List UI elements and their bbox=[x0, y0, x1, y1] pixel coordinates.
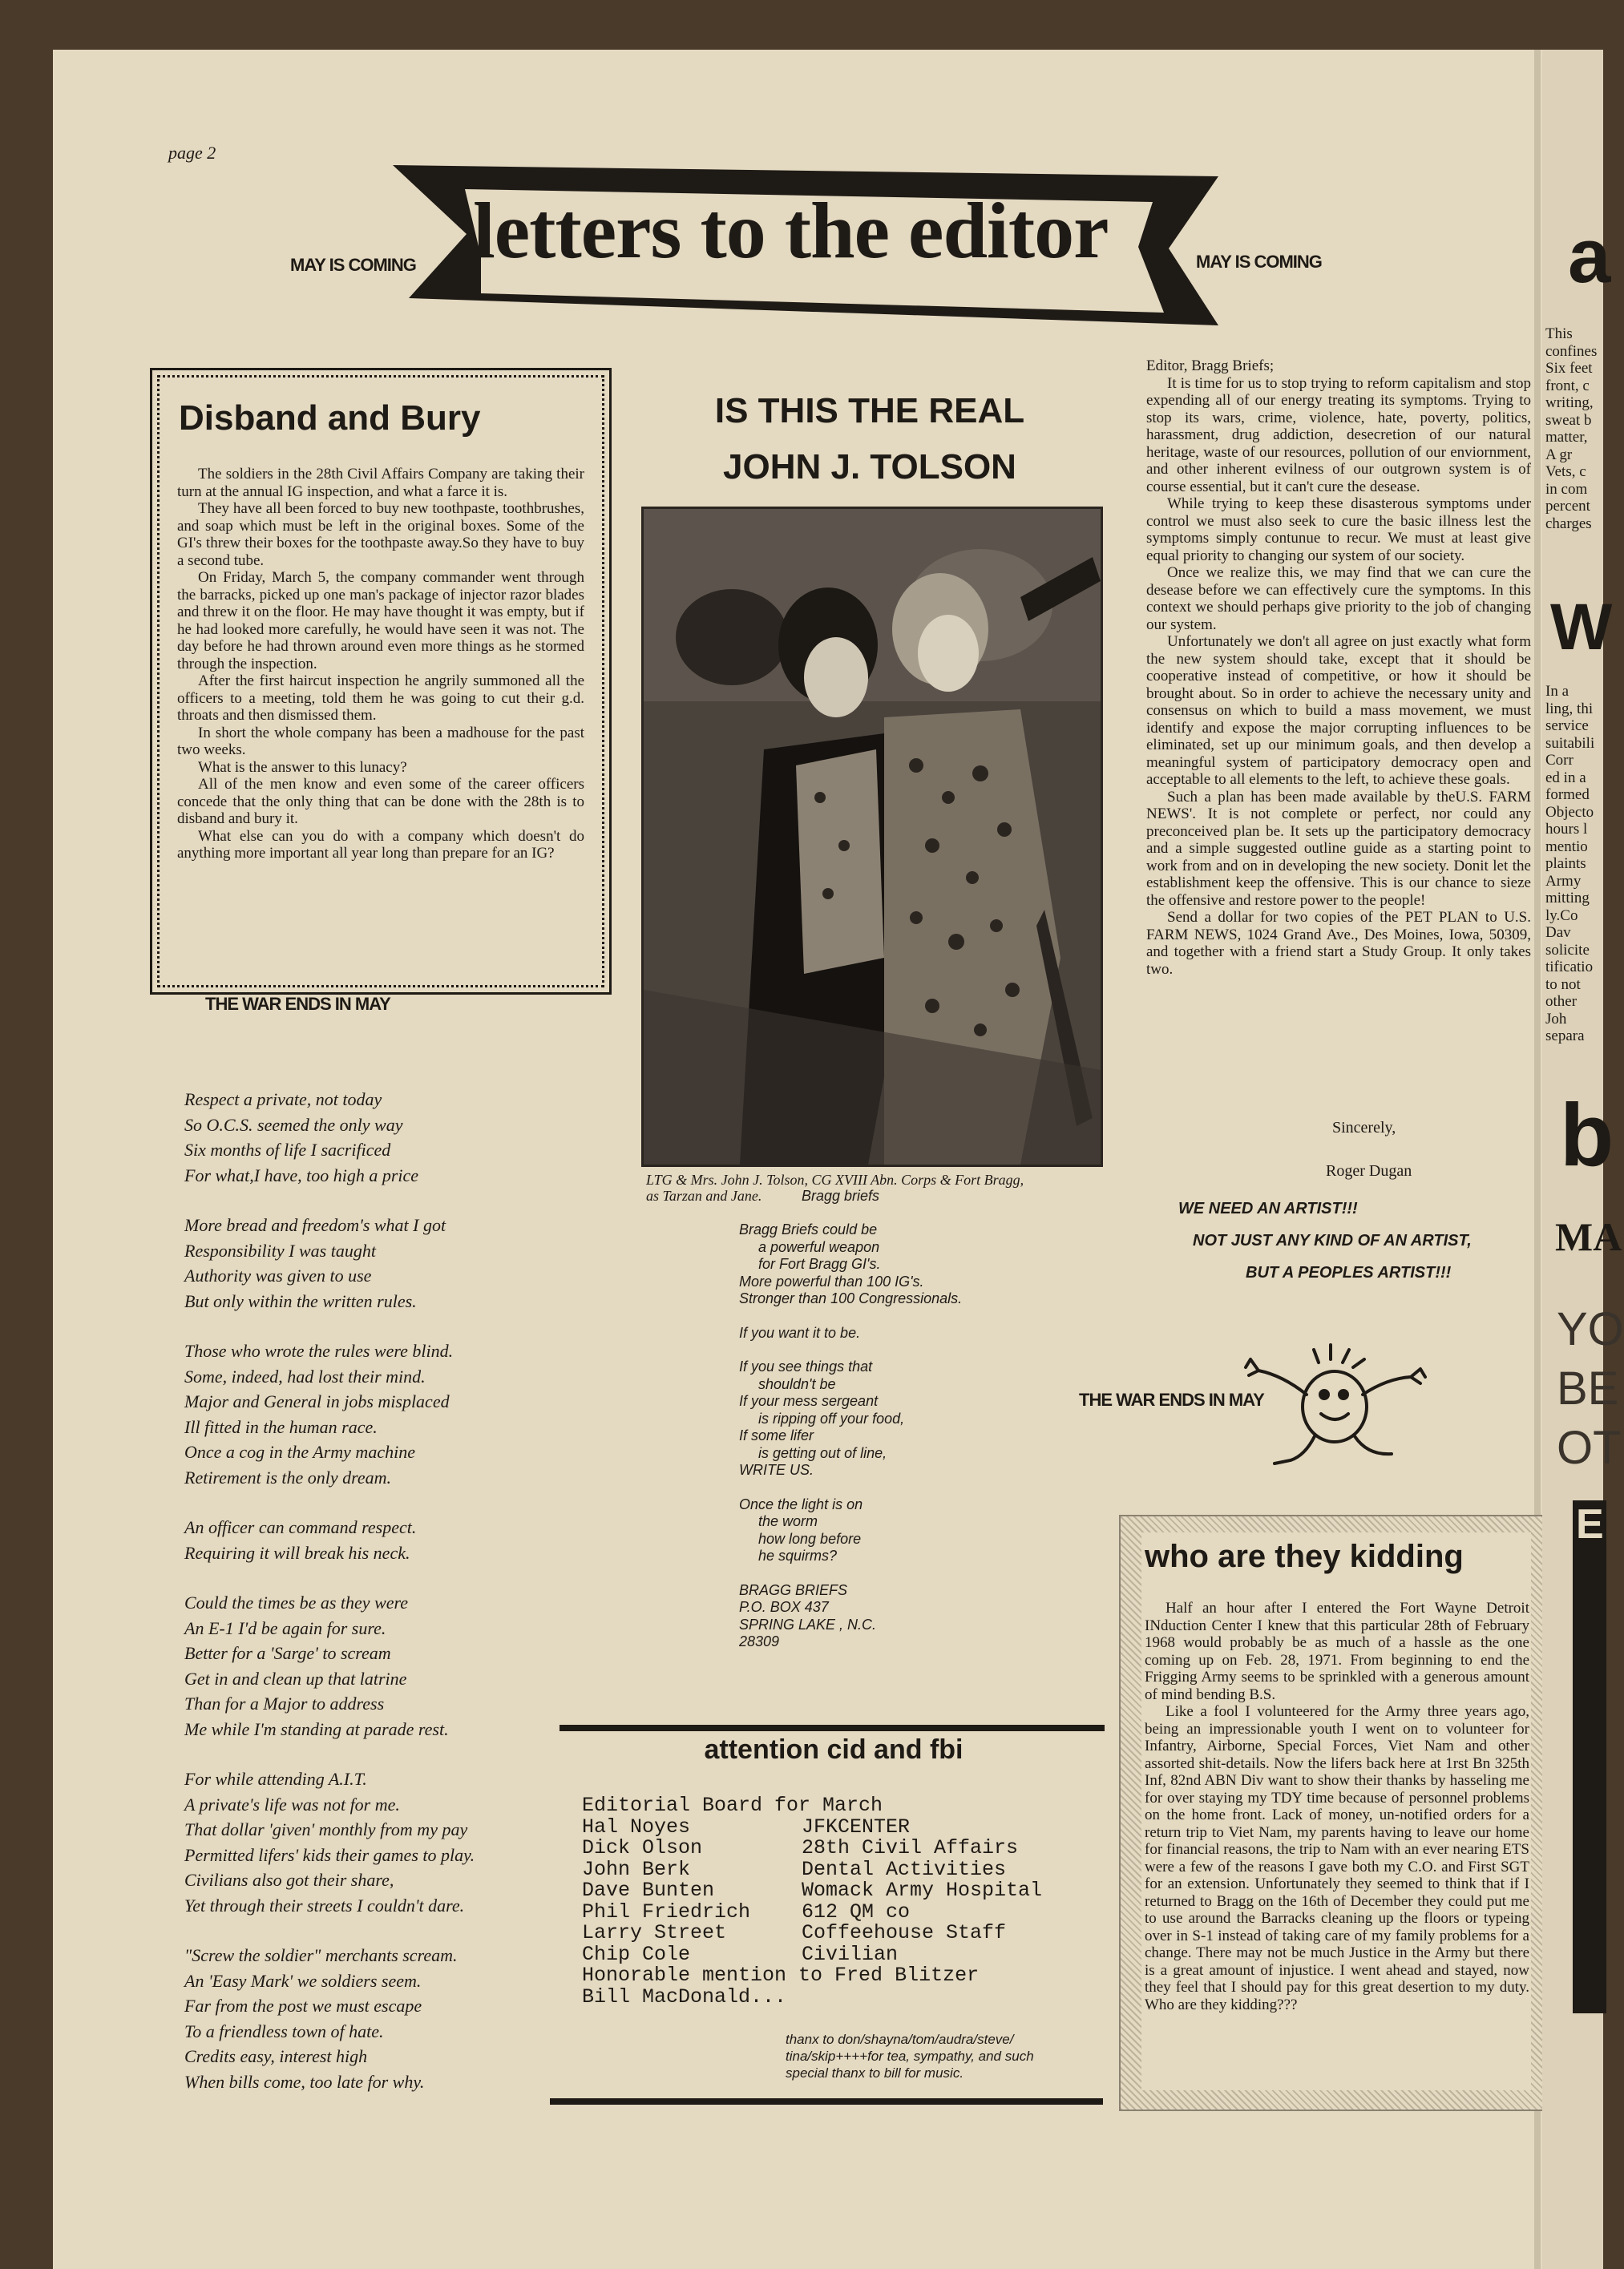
poem-line: Authority was given to use bbox=[184, 1266, 372, 1286]
next-page-headline: W bbox=[1550, 591, 1613, 664]
board-name: Chip Cole bbox=[582, 1942, 691, 1966]
poem-line: An officer can command respect. bbox=[184, 1517, 417, 1537]
disband-paragraph: In short the whole company has been a madhouse for the past two weeks. bbox=[177, 724, 584, 758]
board-last-line: Bill MacDonald... bbox=[582, 1984, 787, 2009]
next-page-fragment: Vets, c bbox=[1545, 463, 1586, 480]
poem bbox=[184, 1087, 561, 2119]
attention-title: attention cid and fbi bbox=[704, 1734, 963, 1765]
poem-stanza bbox=[184, 1590, 561, 1742]
next-page-fragment: charges bbox=[1545, 515, 1592, 532]
next-page-fragment: solicite bbox=[1545, 941, 1590, 959]
editorial-board bbox=[582, 1795, 1042, 2008]
kidding-paragraph: Half an hour after I entered the Fort Wayne Detroit INduction Center I knew that this particular 28th of February 1968 would probably be as much of a hassle as the one coming up on Feb. 28, 1971. From beginning to end the Frigging Army seems to be sprinkled with a generous amount of mind bending B.S. bbox=[1145, 1600, 1529, 1703]
letter-closing: Sincerely, bbox=[1332, 1119, 1396, 1137]
tolson-title-line: JOHN J. TOLSON bbox=[723, 447, 1016, 487]
poem-line: That dollar 'given' monthly from my pay bbox=[184, 1819, 468, 1839]
poem-line: Far from the post we must escape bbox=[184, 1996, 422, 2016]
next-page-fragment: hours l bbox=[1545, 821, 1588, 838]
next-page-fragment: In a bbox=[1545, 683, 1569, 700]
tolson-title-line: IS THIS THE REAL bbox=[714, 391, 1025, 430]
kidding-paragraph: Like a fool I volunteered for the Army three years ago, being an impressionable youth I went on to volunteer for Infantry, Airborne, Special Forces, Viet Nam and other assorted shit-details. Now the lifers back here at 1rst Bn 325th Inf, 82nd ABN Div want to show their thanks by hasseling me for over staying my TDY time because of personnel problems on the home front. Lack of money, un-notified orders for a return trip to Viet Nam, my parents having to leave our home for financial reasons, the trip to Nam with an ever nearing ETS were a few of the reasons I gave both my C.O. and First SGT for an extension. Unfortunately they seemed to think that if I returned to Bragg on the 16th of December they could put me to use around the Barracks cleaning up the floors or typeing over in S-1 instead of taking care of my family problems for a change. There may not be much Justice in the Army but there is a great amount of injustice. I went ahead and stayed, now they feel that I should pay for this great desertion to my duty. Who are they kidding??? bbox=[1145, 1703, 1529, 2013]
disband-box bbox=[157, 375, 604, 987]
letter-paragraph: Unfortunately we don't all agree on just exactly what form the new system should take, except that it should be cooperative instead of competitive, or how it should be brought about. So in order to achieve the necessary unity and consensus on which to build a mass movement, we must identify and expose the major corrupting influences to be eliminated, set up our minimum goals, and then develop a meaningful system of participatory democracy open and acceptable to all elements to the left, to achieve these goals. bbox=[1146, 633, 1531, 788]
next-page-fragment: ly.Co bbox=[1545, 906, 1578, 924]
next-page-fragment: Objecto bbox=[1545, 803, 1594, 821]
bragg-line: Once the light is on bbox=[739, 1496, 863, 1512]
artist-ad bbox=[1178, 1193, 1472, 1289]
poem-line: Credits easy, interest high bbox=[184, 2046, 368, 2066]
page-number: page 2 bbox=[168, 143, 216, 163]
bragg-line: for Fort Bragg GI's. bbox=[758, 1256, 881, 1272]
artist-line: WE NEED AN ARTIST!!! bbox=[1178, 1200, 1358, 1217]
board-name: Dick Olson bbox=[582, 1836, 703, 1859]
poem-line: Major and General in jobs misplaced bbox=[184, 1391, 450, 1411]
board-unit: Dental Activities bbox=[802, 1857, 1007, 1881]
bragg-line: If you see things that bbox=[739, 1359, 873, 1375]
editorial-board-row bbox=[582, 1923, 1042, 1944]
next-page-fragment: mentio bbox=[1545, 838, 1588, 855]
disband-paragraph: They have all been forced to buy new toothpaste, toothbrushes, and soap which must be left in the original boxes. Some of the GI's threw their boxes for the toothpaste away.So they have to buy a second tube. bbox=[177, 500, 584, 569]
bragg-line: Stronger than 100 Congressionals. bbox=[739, 1290, 963, 1306]
photo-caption-line: LTG & Mrs. John J. Tolson, CG XVIII Abn. Corps & Fort Bragg, bbox=[646, 1172, 1024, 1188]
poem-line: Me while I'm standing at parade rest. bbox=[184, 1718, 449, 1739]
editorial-board-row bbox=[582, 1817, 1042, 1839]
next-page-fragment: Corr bbox=[1545, 752, 1574, 769]
bragg-line: how long before bbox=[758, 1530, 862, 1547]
tolson-title bbox=[641, 383, 1098, 495]
next-page-fragment: This bbox=[1545, 325, 1573, 342]
poster-fragment: E bbox=[1576, 1501, 1604, 1548]
thanks-line: special thanx to bill for music. bbox=[786, 2065, 964, 2081]
next-page-headline: a bbox=[1568, 213, 1611, 299]
next-page-fragment: tificatio bbox=[1545, 959, 1594, 975]
poem-line: Requiring it will break his neck. bbox=[184, 1542, 410, 1563]
next-page-fragment: Army bbox=[1545, 872, 1582, 890]
thanks-line: thanx to don/shayna/tom/audra/steve/ bbox=[786, 2032, 1014, 2047]
poem-line: Yet through their streets I couldn't dare. bbox=[184, 1895, 465, 1916]
disband-paragraph: After the first haircut inspection he angrily summoned all the officers to a meeting, told them he was going to cut their g.d. throats and then dismissed them. bbox=[177, 672, 584, 724]
next-page-fragment: formed bbox=[1545, 786, 1590, 803]
poem-line: An E-1 I'd be again for sure. bbox=[184, 1617, 386, 1638]
next-page-fragment: to not bbox=[1545, 975, 1581, 993]
cartoon-figure-icon bbox=[1242, 1330, 1427, 1475]
poster-fragment: OT bbox=[1557, 1422, 1622, 1474]
next-page-fragment: front, c bbox=[1545, 377, 1590, 394]
next-page-fragment: in com bbox=[1545, 480, 1588, 498]
disband-paragraph: On Friday, March 5, the company commander went through the barracks, picked up one man's package of injector razor blades and threw it on the floor. He may have thought it was empty, but if he had looked more carefully, he would have seen it was not. The day before he had thrown around even more things as he stormed through the inspection. bbox=[177, 569, 584, 672]
bragg-heading: Bragg briefs bbox=[802, 1188, 880, 1204]
poem-line: For what,I have, too high a price bbox=[184, 1165, 419, 1185]
artist-line: NOT JUST ANY KIND OF AN ARTIST, bbox=[1193, 1232, 1472, 1250]
poem-stanza bbox=[184, 1338, 561, 1490]
letter-paragraph: It is time for us to stop trying to reform capitalism and stop expending all of our energy treating its symptoms. Trying to stop its wars, crime, violence, hate, poverty, politics, harassment, drug addiction, desecretion of our natural heritage, waste of our resources, pollution of our enviornment, and other inherent evilness of our outgrown system is of course essential, but it can't cure the desease. bbox=[1146, 374, 1531, 495]
editorial-board-header: Editorial Board for March bbox=[582, 1794, 883, 1817]
poem-line: Once a cog in the Army machine bbox=[184, 1442, 415, 1462]
photo-caption-line: as Tarzan and Jane. bbox=[646, 1188, 762, 1204]
bragg-address-line: 28309 bbox=[739, 1633, 780, 1649]
bragg-line: is ripping off your food, bbox=[758, 1410, 905, 1427]
next-page-fragment: other bbox=[1545, 993, 1578, 1010]
thanks-note bbox=[786, 2031, 1034, 2081]
bragg-line: shouldn't be bbox=[758, 1375, 836, 1392]
letter-paragraph: While trying to keep these disasterous symptoms under control we must also seek to cure the basic illness lest the symptoms simply contunue to recur. We must at least give equal priority to changing our system of our society. bbox=[1146, 495, 1531, 564]
poem-line: Some, indeed, had lost their mind. bbox=[184, 1366, 426, 1387]
poem-stanza bbox=[184, 1766, 561, 1918]
poem-line: For while attending A.I.T. bbox=[184, 1769, 367, 1789]
disband-paragraph: All of the men know and even some of the career officers concede that the only thing that can be done with the 28th is to disband and bury it. bbox=[177, 776, 584, 827]
thanks-line: tina/skip++++for tea, sympathy, and such bbox=[786, 2049, 1034, 2064]
disband-slogan: THE WAR ENDS IN MAY bbox=[205, 994, 390, 1014]
next-page-fragment: separa bbox=[1545, 1028, 1585, 1044]
poem-line: Retirement is the only dream. bbox=[184, 1467, 392, 1488]
board-name: Larry Street bbox=[582, 1921, 727, 1944]
bragg-line: If you want it to be. bbox=[739, 1324, 861, 1341]
poem-line: "Screw the soldier" merchants scream. bbox=[184, 1945, 458, 1965]
slogan-right: MAY IS COMING bbox=[1196, 252, 1322, 272]
poem-stanza bbox=[184, 1213, 561, 1314]
bragg-line: the worm bbox=[758, 1513, 818, 1529]
bragg-address-line: BRAGG BRIEFS bbox=[739, 1581, 848, 1598]
editorial-board-row bbox=[582, 1944, 1042, 1966]
bragg-address-line: P.O. BOX 437 bbox=[739, 1599, 829, 1615]
letter-salutation: Editor, Bragg Briefs; bbox=[1146, 357, 1275, 374]
next-page-fragment: matter, bbox=[1545, 429, 1588, 446]
artist-slogan: THE WAR ENDS IN MAY bbox=[1079, 1390, 1264, 1410]
poem-line: An 'Easy Mark' we soldiers seem. bbox=[184, 1970, 422, 1991]
letter-paragraph: Once we realize this, we may find that we can cure the desease before we can effectively cure the symptoms. In this context we should perhaps give priority to the job of changing our system. bbox=[1146, 564, 1531, 633]
board-name: Phil Friedrich bbox=[582, 1900, 751, 1924]
kidding-box bbox=[1119, 1515, 1550, 2111]
kidding-panel bbox=[1141, 1532, 1531, 2090]
poster-fragment: BE bbox=[1557, 1363, 1619, 1415]
page-title: letters to the editor bbox=[473, 186, 1109, 275]
next-page-fragment: service bbox=[1545, 717, 1589, 734]
next-page-headline: MA bbox=[1555, 1214, 1622, 1259]
board-unit: Womack Army Hospital bbox=[802, 1879, 1043, 1902]
bragg-line: a powerful weapon bbox=[758, 1238, 880, 1255]
poem-line: Permitted lifers' kids their games to play. bbox=[184, 1844, 475, 1865]
honorable-mention: Honorable mention to Fred Blitzer bbox=[582, 1964, 980, 1987]
slogan-left: MAY IS COMING bbox=[290, 255, 416, 275]
board-name: John Berk bbox=[582, 1857, 691, 1881]
next-page-fragment: Dav bbox=[1545, 924, 1571, 941]
bragg-address-line: SPRING LAKE , N.C. bbox=[739, 1616, 877, 1633]
disband-paragraph: What is the answer to this lunacy? bbox=[198, 758, 407, 776]
bragg-line: he squirms? bbox=[758, 1548, 838, 1564]
next-page-strip bbox=[1542, 50, 1624, 2269]
poem-line: Get in and clean up that latrine bbox=[184, 1668, 407, 1689]
poem-line: Responsibility I was taught bbox=[184, 1240, 376, 1261]
disband-title: Disband and Bury bbox=[179, 398, 481, 438]
bragg-line: If some lifer bbox=[739, 1427, 814, 1443]
poem-stanza bbox=[184, 1515, 561, 1565]
poem-line: Six months of life I sacrificed bbox=[184, 1140, 391, 1160]
poem-stanza bbox=[184, 1943, 561, 2094]
poster-fragment: YO bbox=[1557, 1303, 1624, 1355]
poem-line: Ill fitted in the human race. bbox=[184, 1416, 378, 1437]
bragg-line: is getting out of line, bbox=[758, 1444, 887, 1461]
kidding-title: who are they kidding bbox=[1145, 1539, 1464, 1574]
poster-dark-panel bbox=[1573, 1500, 1606, 2013]
next-page-fragment: percent bbox=[1545, 498, 1590, 515]
poem-line: When bills come, too late for why. bbox=[184, 2071, 425, 2092]
letter-paragraph: Such a plan has been made available by theU.S. FARM NEWS'. It is not complete or perfect, nor could any preconceived plan be. It sets up the participatory democracy and a simple suggested outline guide as a starting point to work from and on in developing the new society. Donit let the establishment keep the offensive. This is our chance to sieze the offensive and restore power to the people! bbox=[1146, 788, 1531, 909]
poem-line: A private's life was not for me. bbox=[184, 1794, 400, 1815]
board-unit: Coffeehouse Staff bbox=[802, 1921, 1007, 1944]
next-page-fragment: ed in a bbox=[1545, 769, 1586, 786]
board-unit: Civilian bbox=[802, 1942, 899, 1966]
dugan-letter bbox=[1146, 357, 1531, 978]
next-page-headline: b bbox=[1560, 1086, 1614, 1185]
poem-line: Better for a 'Sarge' to scream bbox=[184, 1643, 391, 1663]
bragg-line: If your mess sergeant bbox=[739, 1393, 879, 1409]
attention-bottom-rule bbox=[550, 2098, 1103, 2105]
attention-top-rule bbox=[560, 1725, 1105, 1731]
next-page-column bbox=[1545, 325, 1597, 532]
poem-line: Than for a Major to address bbox=[184, 1694, 385, 1714]
poem-line: So O.C.S. seemed the only way bbox=[184, 1114, 403, 1135]
board-unit: 28th Civil Affairs bbox=[802, 1836, 1019, 1859]
next-page-fragment: mitting bbox=[1545, 890, 1590, 906]
disband-paragraph: What else can you do with a company which doesn't do anything more important all year long than prepare for an IG? bbox=[177, 827, 584, 862]
kidding-body bbox=[1145, 1600, 1529, 2013]
board-name: Dave Bunten bbox=[582, 1879, 715, 1902]
next-page-fragment: confines bbox=[1545, 342, 1598, 360]
board-unit: 612 QM co bbox=[802, 1900, 911, 1924]
disband-body bbox=[177, 466, 584, 862]
next-page-fragment: Joh bbox=[1545, 1010, 1567, 1028]
editorial-board-row bbox=[582, 1880, 1042, 1902]
board-name: Hal Noyes bbox=[582, 1815, 691, 1839]
next-page-fragment: suitabili bbox=[1545, 734, 1595, 752]
tarzan-jane-photo bbox=[641, 507, 1103, 1167]
editorial-board-row bbox=[582, 1902, 1042, 1924]
poem-line: Civilians also got their share, bbox=[184, 1870, 394, 1890]
next-page-column bbox=[1545, 683, 1594, 1045]
bragg-line: Bragg Briefs could be bbox=[739, 1221, 878, 1237]
next-page-fragment: ling, thi bbox=[1545, 700, 1594, 717]
poem-line: To a friendless town of hate. bbox=[184, 2021, 384, 2041]
artist-line: BUT A PEOPLES ARTIST!!! bbox=[1246, 1264, 1452, 1282]
next-page-fragment: plaints bbox=[1545, 855, 1586, 872]
editorial-board-row bbox=[582, 1859, 1042, 1881]
next-page-fragment: A gr bbox=[1545, 446, 1573, 463]
poem-line: But only within the written rules. bbox=[184, 1290, 417, 1311]
poem-line: Could the times be as they were bbox=[184, 1593, 409, 1613]
next-page-fragment: sweat b bbox=[1545, 411, 1592, 429]
poem-line: Respect a private, not today bbox=[184, 1089, 382, 1109]
bragg-promo bbox=[739, 1221, 962, 1651]
next-page-fragment: Six feet bbox=[1545, 360, 1593, 377]
next-page-fragment: writing, bbox=[1545, 394, 1594, 411]
poem-stanza bbox=[184, 1087, 561, 1188]
disband-paragraph: The soldiers in the 28th Civil Affairs Company are taking their turn at the annual IG inspection, and what a farce it is. bbox=[177, 466, 584, 500]
board-unit: JFKCENTER bbox=[802, 1815, 911, 1839]
poem-line: Those who wrote the rules were blind. bbox=[184, 1341, 454, 1361]
letter-signature: Roger Dugan bbox=[1326, 1162, 1412, 1180]
bragg-line: More powerful than 100 IG's. bbox=[739, 1273, 924, 1290]
letter-paragraph: Send a dollar for two copies of the PET PLAN to U.S. FARM NEWS, 1024 Grand Ave., Des Moines, Iowa, 50309, and together with a friend start a Study Group. It only takes two. bbox=[1146, 909, 1531, 978]
poem-line: More bread and freedom's what I got bbox=[184, 1215, 446, 1235]
next-page-poster bbox=[1557, 1300, 1624, 1478]
editorial-board-row bbox=[582, 1838, 1042, 1859]
bragg-line: WRITE US. bbox=[739, 1462, 814, 1478]
